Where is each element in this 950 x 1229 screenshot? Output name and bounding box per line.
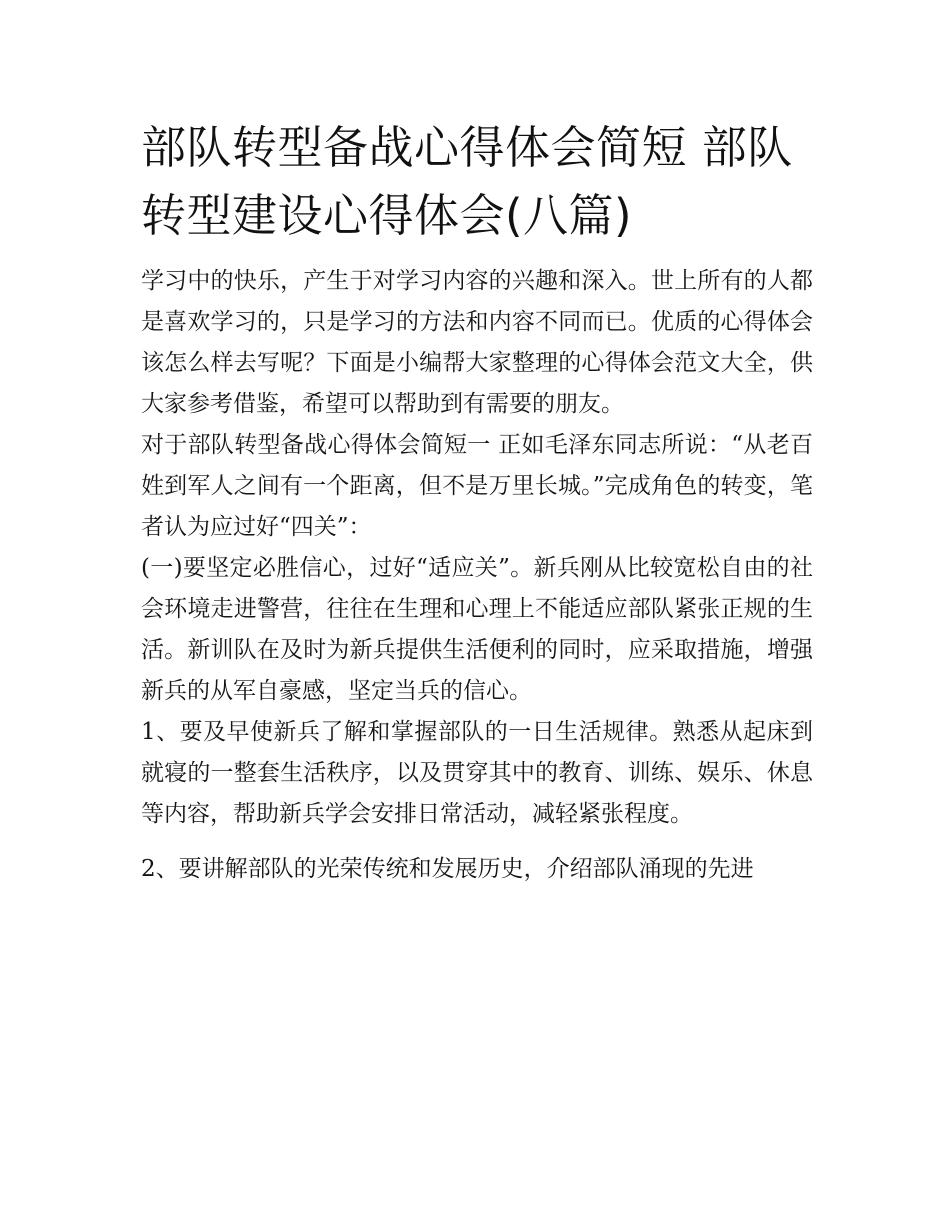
paragraph-section-one: (一)要坚定必胜信心，过好“适应关”。新兵刚从比较宽松自由的社会环境走进警营，往往在生理和心理上不能适应部队紧张正规的生活。新训队在及时为新兵提供生活便利的同时，应采取措施，增强新兵的从军自豪感，坚定当兵的信心。 <box>141 555 813 704</box>
document-body <box>141 261 813 890</box>
document-title: 部队转型备战心得体会简短 部队转型建设心得体会(八篇) <box>141 121 793 242</box>
paragraph-item-one: 1、要及早使新兵了解和掌握部队的一日生活规律。熟悉从起床到就寝的一整套生活秩序，以及贯穿其中的教育、训练、娱乐、休息等内容，帮助新兵学会安排日常活动，减轻紧张程度。 <box>141 719 813 827</box>
paragraph-intro: 学习中的快乐，产生于对学习内容的兴趣和深入。世上所有的人都是喜欢学习的，只是学习的方法和内容不同而已。优质的心得体会该怎么样去写呢？下面是小编帮大家整理的心得体会范文大全，供大家参考借鉴，希望可以帮助到有需要的朋友。 <box>141 268 813 417</box>
document-content <box>141 114 813 890</box>
paragraph-quote: 对于部队转型备战心得体会简短一 正如毛泽东同志所说：“从老百姓到军人之间有一个距离，但不是万里长城。”完成角色的转变，笔者认为应过好“四关”： <box>141 432 813 540</box>
paragraph-item-two: 2、要讲解部队的光荣传统和发展历史，介绍部队涌现的先进 <box>141 856 754 882</box>
